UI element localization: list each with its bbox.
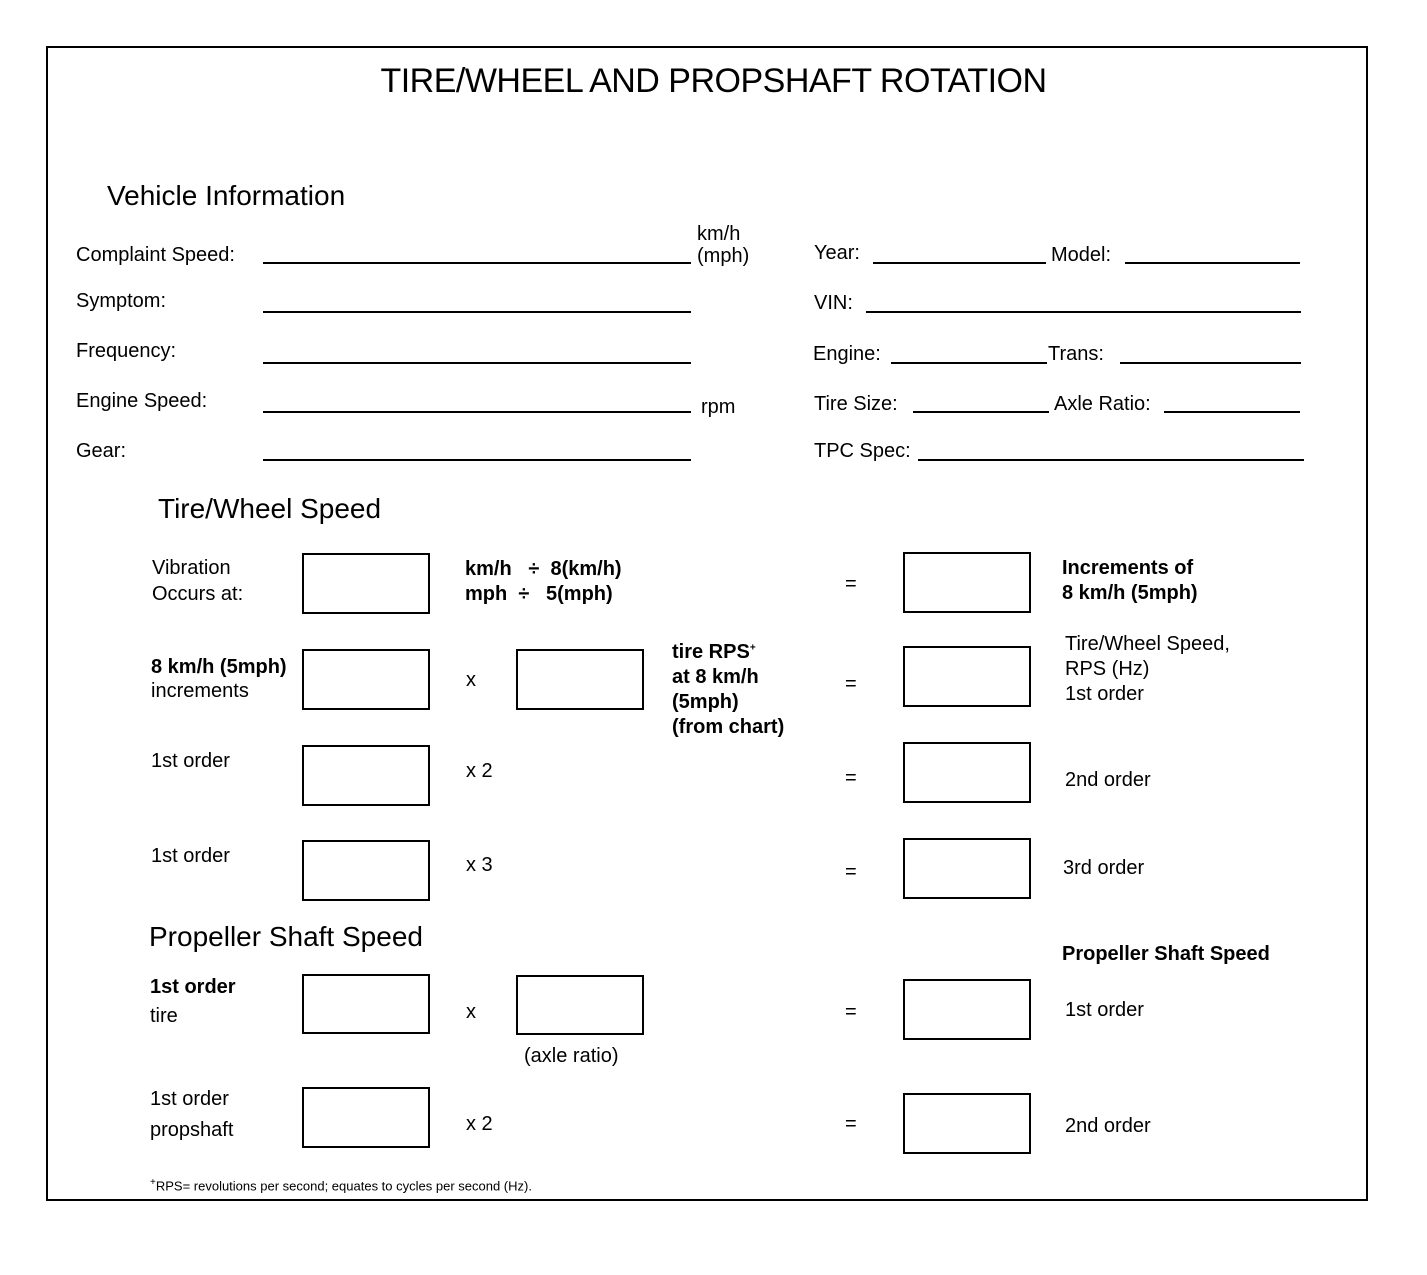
mph-divide-label: mph ÷ 5(mph) bbox=[465, 583, 613, 605]
engine-field[interactable] bbox=[891, 362, 1047, 364]
gear-label: Gear: bbox=[76, 440, 127, 462]
equals-sign: = bbox=[845, 767, 857, 789]
divide-icon: ÷ bbox=[528, 558, 540, 580]
equals-sign: = bbox=[845, 1001, 857, 1023]
axle-ratio-box[interactable] bbox=[516, 975, 644, 1035]
tire-wheel-speed-label-2: RPS (Hz) bbox=[1065, 658, 1150, 680]
engine-speed-label: Engine Speed: bbox=[76, 390, 208, 412]
tire-size-label: Tire Size: bbox=[814, 393, 898, 415]
trans-field[interactable] bbox=[1120, 362, 1301, 364]
frequency-field[interactable] bbox=[263, 362, 691, 364]
vibration-label-2: Occurs at: bbox=[152, 583, 244, 605]
vibration-label-1: Vibration bbox=[152, 557, 231, 579]
first-order-label: 1st order bbox=[151, 750, 230, 772]
first-order-box[interactable] bbox=[302, 840, 430, 901]
propeller-shaft-heading: Propeller Shaft Speed bbox=[149, 921, 423, 952]
vin-label: VIN: bbox=[814, 292, 853, 314]
first-order-label: 1st order bbox=[151, 845, 230, 867]
increments-input-box[interactable] bbox=[302, 649, 430, 710]
second-order-box[interactable] bbox=[903, 742, 1031, 803]
tire-rps-label-3: (5mph) bbox=[672, 691, 739, 713]
increments-label-2: 8 km/h (5mph) bbox=[1062, 582, 1198, 604]
propshaft-first-order-box[interactable] bbox=[903, 979, 1031, 1040]
mph-unit: (mph) bbox=[697, 245, 750, 267]
tpc-spec-label: TPC Spec: bbox=[814, 440, 911, 462]
first-order-propshaft-label-1: 1st order bbox=[150, 1088, 229, 1110]
year-label: Year: bbox=[814, 242, 860, 264]
rpm-unit: rpm bbox=[701, 396, 736, 418]
divide-icon: ÷ bbox=[518, 583, 530, 605]
third-order-box[interactable] bbox=[903, 838, 1031, 899]
vin-field[interactable] bbox=[866, 311, 1301, 313]
axle-ratio-caption: (axle ratio) bbox=[524, 1045, 619, 1067]
complaint-speed-field[interactable] bbox=[263, 262, 691, 264]
tire-wheel-speed-label-1: Tire/Wheel Speed, bbox=[1065, 633, 1230, 655]
tire-size-field[interactable] bbox=[913, 411, 1049, 413]
equals-sign: = bbox=[845, 861, 857, 883]
increments-row-label-1: 8 km/h (5mph) bbox=[151, 656, 287, 678]
vibration-speed-box[interactable] bbox=[302, 553, 430, 614]
increments-row-label-2: increments bbox=[151, 680, 249, 702]
equals-sign: = bbox=[845, 1113, 857, 1135]
tire-rps-box[interactable] bbox=[516, 649, 644, 710]
vehicle-info-heading: Vehicle Information bbox=[107, 180, 346, 211]
footnote: +RPS= revolutions per second; equates to cycles per second (Hz). bbox=[150, 1177, 532, 1194]
tire-rps-label-4: (from chart) bbox=[672, 716, 785, 738]
axle-ratio-field[interactable] bbox=[1164, 411, 1300, 413]
tire-rps-label: tire RPS+ bbox=[672, 641, 756, 663]
times-two-label: x 2 bbox=[466, 760, 493, 782]
second-order-label: 2nd order bbox=[1065, 769, 1151, 791]
increments-result-box[interactable] bbox=[903, 552, 1031, 613]
first-order-tire-label-1: 1st order bbox=[150, 976, 236, 998]
first-order-tire-box[interactable] bbox=[302, 974, 430, 1034]
engine-speed-field[interactable] bbox=[263, 411, 691, 413]
trans-label: Trans: bbox=[1048, 343, 1104, 365]
tire-wheel-speed-heading: Tire/Wheel Speed bbox=[158, 493, 382, 524]
model-field[interactable] bbox=[1125, 262, 1300, 264]
first-order-propshaft-box[interactable] bbox=[302, 1087, 430, 1148]
frequency-label: Frequency: bbox=[76, 340, 177, 362]
symptom-field[interactable] bbox=[263, 311, 691, 313]
propshaft-second-order-box[interactable] bbox=[903, 1093, 1031, 1154]
tire-wheel-speed-label-3: 1st order bbox=[1065, 683, 1144, 705]
kmh-divide-label: km/h ÷ 8(km/h) bbox=[465, 558, 622, 580]
times-two-label: x 2 bbox=[466, 1113, 493, 1135]
first-order-tire-label-2: tire bbox=[150, 1005, 178, 1027]
increments-label-1: Increments of bbox=[1062, 557, 1194, 579]
tpc-spec-field[interactable] bbox=[918, 459, 1304, 461]
third-order-label: 3rd order bbox=[1063, 857, 1145, 879]
times-three-label: x 3 bbox=[466, 854, 493, 876]
model-label: Model: bbox=[1051, 244, 1112, 266]
propshaft-first-order-label: 1st order bbox=[1065, 999, 1144, 1021]
propeller-shaft-right-heading: Propeller Shaft Speed bbox=[1062, 943, 1270, 965]
form-frame bbox=[46, 46, 1368, 1201]
first-order-propshaft-label-2: propshaft bbox=[150, 1119, 234, 1141]
equals-sign: = bbox=[845, 573, 857, 595]
multiply-sign: x bbox=[466, 1001, 476, 1023]
engine-label: Engine: bbox=[813, 343, 881, 365]
tire-wheel-speed-box[interactable] bbox=[903, 646, 1031, 707]
symptom-label: Symptom: bbox=[76, 290, 167, 312]
gear-field[interactable] bbox=[263, 459, 691, 461]
kmh-unit: km/h bbox=[697, 223, 741, 245]
tire-rps-label-2: at 8 km/h bbox=[672, 666, 759, 688]
equals-sign: = bbox=[845, 673, 857, 695]
propshaft-second-order-label: 2nd order bbox=[1065, 1115, 1151, 1137]
first-order-box[interactable] bbox=[302, 745, 430, 806]
complaint-speed-label: Complaint Speed: bbox=[76, 244, 235, 266]
page-title: TIRE/WHEEL AND PROPSHAFT ROTATION bbox=[380, 62, 1047, 100]
year-field[interactable] bbox=[873, 262, 1046, 264]
axle-ratio-label: Axle Ratio: bbox=[1054, 393, 1151, 415]
multiply-sign: x bbox=[466, 669, 476, 691]
